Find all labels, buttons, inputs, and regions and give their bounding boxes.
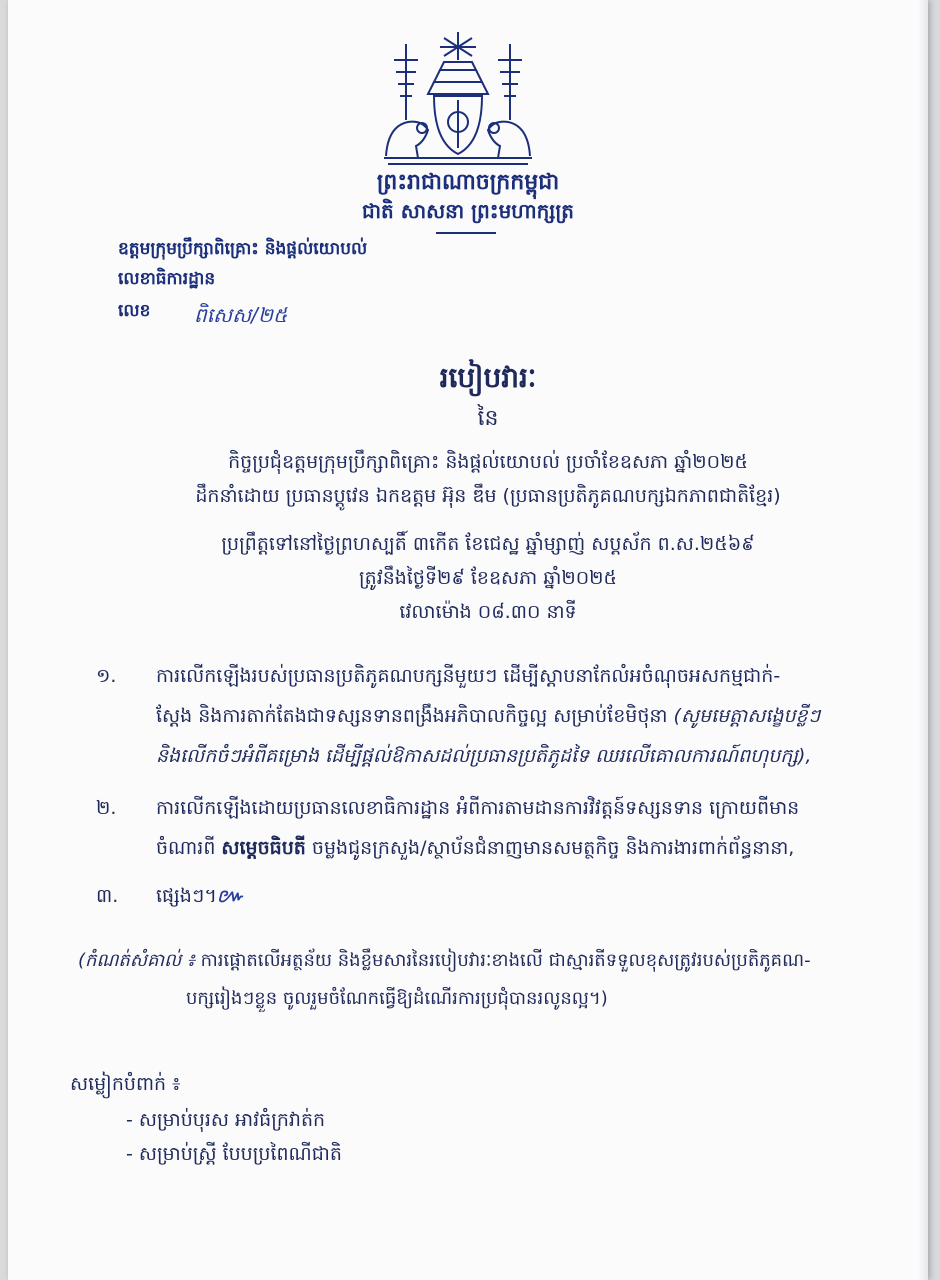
meeting-description: កិច្ចប្រជុំឧត្តមក្រុមប្រឹក្សាពិគ្រោះ និងផ្តល់យោបល់ ប្រចាំខែឧសភា ឆ្នាំ២០២៥ bbox=[228, 451, 748, 473]
agenda-item-2-line2: ចំណារពី សម្តេចធិបតី ចម្លងជូនក្រសួង/ស្ថាប័នជំនាញមានសមត្ថកិច្ច និងការងារពាក់ព័ន្ធនានា, bbox=[156, 837, 795, 859]
meeting-time: វេលាម៉ោង ០៨.៣០ នាទី bbox=[399, 601, 577, 623]
kingdom-heading: ព្រះរាជាណាចក្រកម្ពុជា bbox=[376, 170, 560, 195]
secretariat: លេខាធិការដ្ឋាន bbox=[118, 269, 216, 289]
dress-code-men: - សម្រាប់បុរស អាវធំក្រវាត់ក bbox=[126, 1109, 326, 1131]
agenda-item-1-line3: និងលើកចំៗអំពីគម្រោង ដើម្បីផ្តល់ឱកាសដល់ប្រធានប្រតិភូដទៃ ឈរលើគោលការណ៍ពហុបក្ស), bbox=[156, 745, 812, 767]
title-connector: នៃ bbox=[477, 406, 499, 431]
meeting-date-lunar: ប្រព្រឹត្តទៅនៅថ្ងៃព្រហស្បតិ៍ ៣កើត ខែជេស្ឋ ឆ្នាំម្សាញ់ សប្តស័ក ព.ស.២៥៦៩ bbox=[221, 533, 755, 555]
agenda-item-3: ផ្សេងៗ។៚ bbox=[156, 885, 244, 907]
agenda-item-2 bbox=[156, 788, 856, 868]
agenda-item-1-line2: ស្តែង និងការតាក់តែងជាទស្សនទានពង្រឹងអភិបាលកិច្ចល្អ សម្រាប់ខែមិថុនា (សូមមេត្តាសង្ខេបខ្លីៗ bbox=[156, 705, 821, 727]
dress-code-women: - សម្រាប់ស្ត្រី បែបប្រពៃណីជាតិ bbox=[126, 1143, 342, 1165]
end-mark-handwritten: ៚ bbox=[216, 885, 244, 907]
royal-coat-of-arms-emblem bbox=[378, 30, 538, 170]
national-motto: ជាតិ សាសនា ព្រះមហាក្សត្រ bbox=[362, 199, 574, 223]
remark-line1: (កំណត់សំគាល់ ៖ ការផ្តោតលើអត្ថន័យ និងខ្លឹមសារនៃរបៀបវារៈខាងលើ ជាស្មារតីទទួលខុសត្រូវរបស់ប្រតិភូគណ- bbox=[78, 950, 811, 971]
agenda-item-2-line1: ការលើកឡើងដោយប្រធានលេខាធិការដ្ឋាន អំពីការតាមដានការវិវត្តន៍ទស្សនទាន ក្រោយពីមាន bbox=[156, 797, 800, 819]
reference-label: លេខ bbox=[118, 301, 151, 321]
chairperson-line: ដឹកនាំដោយ ប្រធានប្តូវេន ឯកឧត្តម អ៊ុន ឌឹម (ប្រធានប្រតិភូគណបក្សឯកភាពជាតិខ្មែរ) bbox=[195, 485, 781, 507]
dress-code-heading: សម្លៀកបំពាក់ ៖ bbox=[70, 1073, 181, 1095]
remark-note bbox=[78, 942, 898, 1018]
agenda-item-number: ៣. bbox=[96, 885, 119, 907]
agenda-item-1-line1: ការលើកឡើងរបស់ប្រធានប្រតិភូគណបក្សនីមួយៗ ដើម្បីស្តាបនាកែលំអចំណុចអសកម្មជាក់- bbox=[156, 665, 781, 687]
document-title: របៀបវារៈ bbox=[439, 361, 537, 394]
reference-number-handwritten: ពិសេស/២៥ bbox=[194, 303, 288, 327]
issuing-council: ឧត្តមក្រុមប្រឹក្សាពិគ្រោះ និងផ្តល់យោបល់ bbox=[118, 239, 368, 259]
remark-line2: បក្សរៀងៗខ្លួន ចូលរួមចំណែកធ្វើឱ្យដំណើរការប្រជុំបានរលូនល្អ។) bbox=[186, 988, 608, 1009]
motto-divider bbox=[436, 232, 496, 234]
meeting-date-solar: ត្រូវនឹងថ្ងៃទី២៩ ខែឧសភា ឆ្នាំ២០២៥ bbox=[358, 567, 618, 589]
agenda-item-number: ២. bbox=[96, 797, 117, 819]
agenda-item-number: ១. bbox=[96, 665, 117, 687]
agenda-item-1 bbox=[156, 656, 856, 776]
document-page bbox=[8, 0, 928, 1280]
